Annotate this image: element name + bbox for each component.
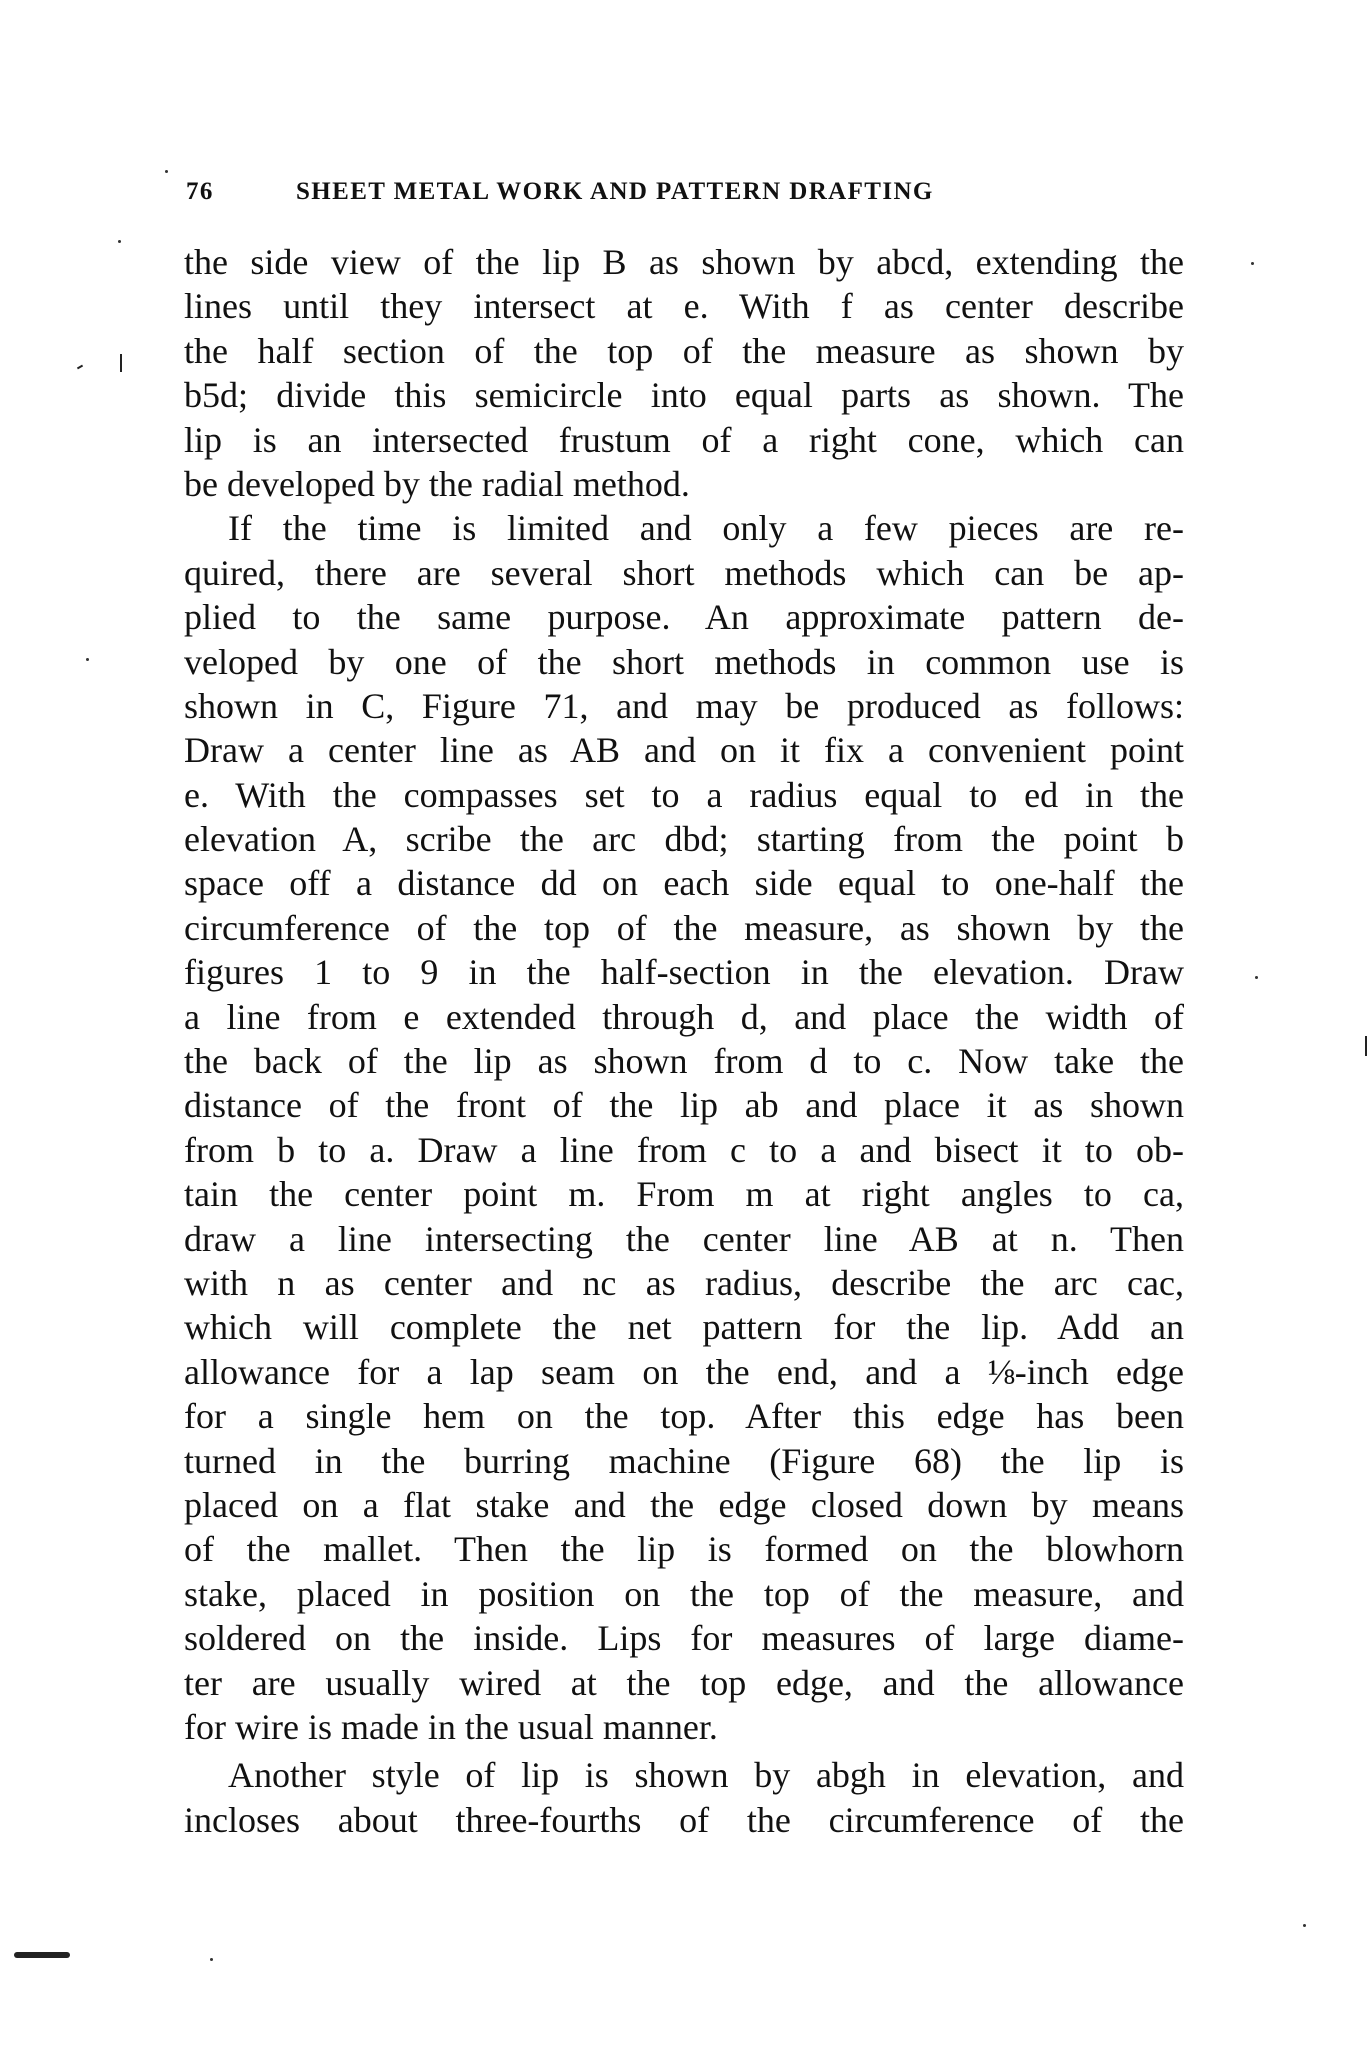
text-line: turned in the burring machine (Figure 68) the lip is [184,1440,1184,1481]
text-line: elevation A, scribe the arc dbd; starting from the point b [184,819,1184,860]
text-line: stake, placed in position on the top of the measure, and [184,1573,1184,1614]
text-line: space off a distance dd on each side equal to one-half the [184,863,1184,904]
text-line: placed on a flat stake and the edge closed down by means [184,1484,1184,1525]
text-line: circumference of the top of the measure, as shown by the [184,907,1184,948]
text-line: for a single hem on the top. After this edge has been [184,1396,1184,1437]
text-line: b5d; divide this semicircle into equal parts as shown. The [184,375,1184,416]
text-line: incloses about three-fourths of the circumference of the [184,1799,1184,1840]
scan-speck [1303,1924,1306,1927]
running-title: SHEET METAL WORK AND PATTERN DRAFTING [296,178,934,205]
scan-speck [1251,262,1254,265]
text-line: distance of the front of the lip ab and place it as shown [184,1085,1184,1126]
text-line: tain the center point m. From m at right angles to ca, [184,1174,1184,1215]
text-line: which will complete the net pattern for the lip. Add an [184,1307,1184,1348]
scan-mark [77,365,83,370]
body-text [184,240,1184,1842]
scan-speck [210,1958,213,1961]
scan-speck [86,658,89,661]
text-line: for wire is made in the usual manner. [184,1706,718,1747]
scan-mark [14,1952,70,1958]
text-line: the side view of the lip B as shown by abcd, extending the [184,242,1184,282]
scan-mark [120,354,122,372]
text-line: ter are usually wired at the top edge, and the allowance [184,1662,1184,1703]
text-line: draw a line intersecting the center line AB at n. Then [184,1218,1184,1259]
text-line: the half section of the top of the measure as shown by [184,330,1184,371]
text-line: a line from e extended through d, and place the width of [184,996,1184,1037]
scan-speck [165,170,168,173]
running-head [186,172,1186,212]
text-line: Draw a center line as AB and on it fix a convenient point [184,730,1184,771]
text-line: Another style of lip is shown by abgh in elevation, and [228,1755,1184,1796]
text-line: quired, there are several short methods which can be ap- [184,552,1184,593]
text-line: with n as center and nc as radius, describe the arc cac, [184,1262,1184,1303]
text-line: from b to a. Draw a line from c to a and bisect it to ob- [184,1129,1184,1170]
text-line: of the mallet. Then the lip is formed on the blowhorn [184,1529,1184,1570]
text-line: plied to the same purpose. An approximate pattern de- [184,597,1184,638]
text-line: figures 1 to 9 in the half-section in the elevation. Draw [184,952,1184,993]
page-number: 76 [186,178,214,205]
text-line: e. With the compasses set to a radius equal to ed in the [184,774,1184,815]
text-line: veloped by one of the short methods in common use is [184,641,1184,682]
text-line: lines until they intersect at e. With f as center describe [184,286,1184,327]
scan-speck [118,240,121,243]
scan-mark [1365,1036,1367,1056]
text-line: shown in C, Figure 71, and may be produced as follows: [184,685,1184,726]
text-line: the back of the lip as shown from d to c. Now take the [184,1041,1184,1082]
text-line: allowance for a lap seam on the end, and a ⅛-inch edge [184,1351,1184,1392]
text-line: soldered on the inside. Lips for measures of large diame- [184,1618,1184,1659]
text-line: If the time is limited and only a few pieces are re- [228,508,1184,549]
scan-speck [1255,976,1258,979]
text-line: lip is an intersected frustum of a right cone, which can [184,419,1184,460]
text-line: be developed by the radial method. [184,463,690,504]
